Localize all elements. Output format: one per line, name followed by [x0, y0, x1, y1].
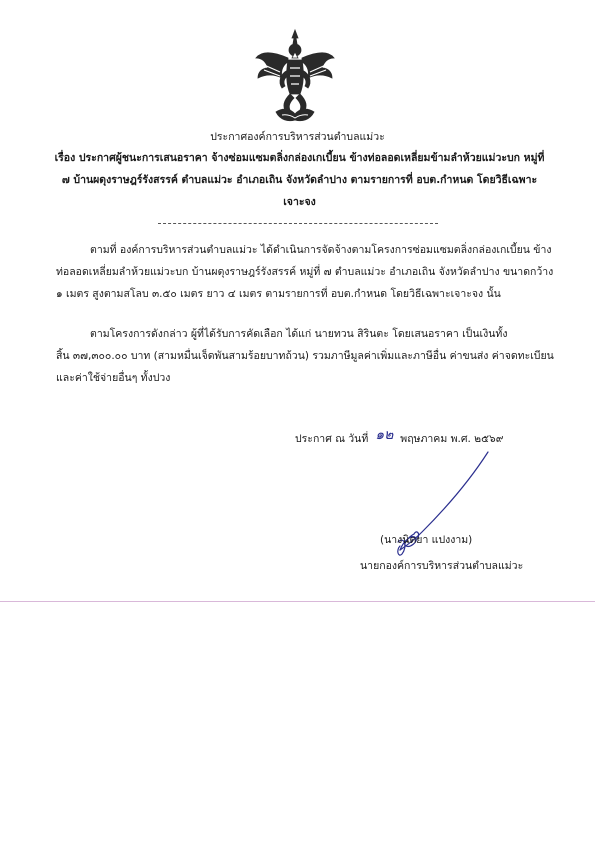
paragraph-line: ตามที่ องค์การบริหารส่วนตำบลแม่วะ ได้ดำเนินการจัดจ้างตามโครงการซ่อมแซมตลิ่งกล่องเกเบี้ยน ข้าง	[90, 244, 552, 256]
subject-line: ๗ บ้านผดุงราษฎร์รังสรรค์ ตำบลแม่วะ อำเภอเถิน จังหวัดลำปาง ตามรายการที่ อบต.กำหนด โดยวิธีเฉพาะ	[61, 174, 538, 186]
paragraph-line: และค่าใช้จ่ายอื่นๆ ทั้งปวง	[56, 372, 171, 384]
subject-line: เจาะจง	[283, 196, 316, 208]
signer-title: นายกองค์การบริหารส่วนตำบลแม่วะ	[360, 560, 524, 572]
date-prefix: ประกาศ ณ วันที่	[295, 433, 369, 445]
garuda-emblem-icon	[252, 28, 338, 124]
signer-name: (นางนิตยา แปงงาม)	[380, 534, 473, 546]
paragraph-line: ท่อลอดเหลี่ยมลำห้วยแม่วะบก บ้านผดุงราษฎร์รังสรรค์ หมู่ที่ ๗ ตำบลแม่วะ อำเภอเถิน จังหวัดลำปาง ขนาดกว้าง	[56, 266, 554, 278]
subject-heading	[37, 147, 562, 213]
organization-heading: ประกาศองค์การบริหารส่วนตำบลแม่วะ	[210, 131, 385, 143]
date-month-year: พฤษภาคม พ.ศ. ๒๕๖๙	[400, 433, 504, 445]
page-fold-line	[0, 601, 595, 602]
handwritten-day: ๑๒	[375, 427, 394, 443]
subject-line: เรื่อง ประกาศผู้ชนะการเสนอราคา จ้างซ่อมแซมตลิ่งกล่องเกเบี้ยน ข้างท่อลอดเหลี่ยมข้ามลำห้วยแม่วะบก หมู่ที่	[54, 152, 545, 164]
paragraph-line: ตามโครงการดังกล่าว ผู้ที่ได้รับการคัดเลือก ได้แก่ นายทวน สิรินตะ โดยเสนอราคา เป็นเงินทั้ง	[90, 328, 508, 340]
body-paragraph-2	[56, 323, 556, 389]
announcement-date	[295, 427, 503, 449]
dashed-divider	[158, 223, 438, 224]
handwritten-signature	[370, 450, 500, 570]
paragraph-line: ๑ เมตร สูงตามสโลบ ๓.๕๐ เมตร ยาว ๔ เมตร ตามรายการที่ อบต.กำหนด โดยวิธีเฉพาะเจาะจง นั้น	[56, 288, 501, 300]
paragraph-line: สิ้น ๓๗,๓๐๐.๐๐ บาท (สามหมื่นเจ็ดพันสามร้อยบาทถ้วน) รวมภาษีมูลค่าเพิ่มและภาษีอื่น ค่าขนส่ง ค่าจดทะเบียน	[56, 350, 554, 362]
body-paragraph-1	[56, 239, 556, 305]
